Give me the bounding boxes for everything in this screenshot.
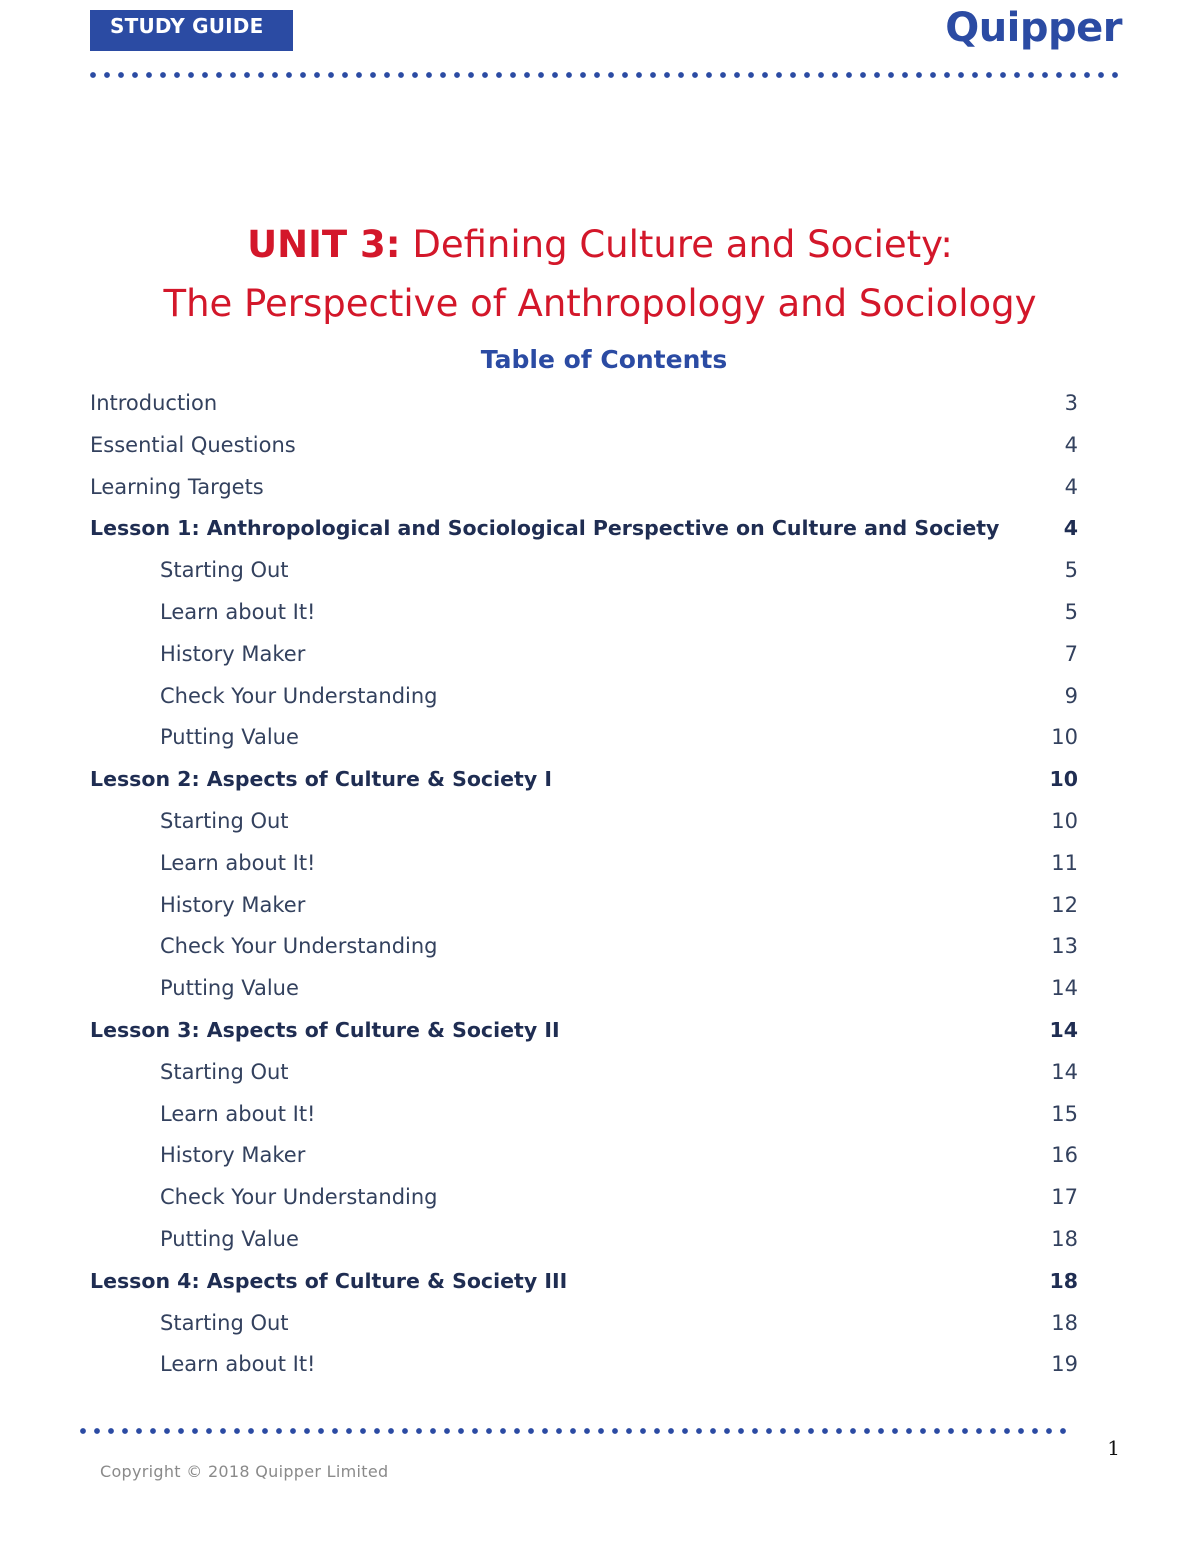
toc-entry-label: Learn about It! (160, 1352, 316, 1377)
toc-entry-page: 4 (1063, 516, 1078, 541)
toc-entry[interactable] (90, 1177, 1078, 1219)
toc-entry-page: 14 (1049, 1017, 1078, 1042)
toc-entry-page: 18 (1051, 1310, 1078, 1335)
toc-entry-label: Starting Out (160, 558, 289, 583)
page-number: 1 (1107, 1436, 1120, 1460)
toc-entry[interactable] (90, 885, 1078, 927)
toc-entry-page: 10 (1051, 808, 1078, 833)
toc-entry-label: Lesson 3: Aspects of Culture & Society II (90, 1017, 560, 1042)
unit-number: UNIT 3: (247, 223, 401, 266)
toc-entry-label: Lesson 2: Aspects of Culture & Society I (90, 767, 552, 792)
unit-title-line-2: The Perspective of Anthropology and Sociology (163, 282, 1037, 325)
toc-entry-label: Starting Out (160, 808, 289, 833)
toc-entry-label: Putting Value (160, 725, 299, 750)
toc-entry[interactable] (90, 425, 1078, 467)
toc-entry[interactable] (90, 550, 1078, 592)
toc-entry-page: 13 (1051, 934, 1078, 959)
toc-entry-label: Lesson 1: Anthropological and Sociological Perspective on Culture and Society (90, 516, 1000, 541)
study-guide-badge: STUDY GUIDE (90, 10, 293, 51)
toc-entry-page: 7 (1064, 641, 1078, 666)
toc-entry-page: 4 (1064, 432, 1078, 457)
toc-entry-page: 5 (1064, 558, 1078, 583)
toc-entry-page: 11 (1051, 850, 1078, 875)
toc-entry[interactable] (90, 467, 1078, 509)
toc-heading: Table of Contents (480, 345, 728, 374)
toc-lesson-entry[interactable] (90, 1010, 1078, 1052)
toc-entry-label: History Maker (160, 1143, 306, 1168)
toc-entry-page: 9 (1064, 683, 1078, 708)
toc-entry-label: Starting Out (160, 1310, 289, 1335)
toc-entry[interactable] (90, 843, 1078, 885)
toc-entry-label: History Maker (160, 892, 306, 917)
toc-entry-page: 10 (1051, 725, 1078, 750)
toc-entry-page: 3 (1064, 391, 1078, 415)
toc-entry-label: Essential Questions (90, 432, 296, 457)
toc-entry-label: Starting Out (160, 1059, 289, 1084)
toc-entry-page: 19 (1051, 1352, 1078, 1377)
toc-entry-label: Learning Targets (90, 474, 264, 499)
toc-entry-label: Check Your Understanding (160, 1185, 438, 1210)
header-dotted-divider (90, 72, 1124, 78)
toc-entry-label: Putting Value (160, 976, 299, 1001)
toc-entry-page: 4 (1064, 474, 1078, 499)
toc-entry[interactable] (90, 383, 1078, 425)
toc-entry[interactable] (90, 592, 1078, 634)
footer-dotted-divider (80, 1428, 1070, 1434)
toc-entry[interactable] (90, 676, 1078, 718)
toc-entry-page: 18 (1051, 1226, 1078, 1251)
toc-entry[interactable] (90, 1303, 1078, 1345)
toc-entry-page: 14 (1051, 976, 1078, 1001)
toc-entry-page: 18 (1049, 1268, 1078, 1293)
toc-lesson-entry[interactable] (90, 759, 1078, 801)
toc-entry-label: Check Your Understanding (160, 934, 438, 959)
toc-entry-label: Learn about It! (160, 850, 316, 875)
toc-entry[interactable] (90, 717, 1078, 759)
unit-title-text: Defining Culture and Society: (400, 223, 953, 266)
toc-entry[interactable] (90, 1219, 1078, 1261)
toc-entry[interactable] (90, 1344, 1078, 1386)
toc-entry-page: 10 (1049, 767, 1078, 792)
toc-lesson-entry[interactable] (90, 1261, 1078, 1303)
quipper-logo: Quipper (945, 5, 1122, 51)
copyright-notice: Copyright © 2018 Quipper Limited (100, 1462, 389, 1481)
toc-entry[interactable] (90, 1052, 1078, 1094)
toc-entry-page: 5 (1064, 599, 1078, 624)
unit-title-line-1 (0, 220, 1200, 270)
toc-entry-label: Learn about It! (160, 1101, 316, 1126)
toc-entry[interactable] (90, 968, 1078, 1010)
toc-entry-page: 16 (1051, 1143, 1078, 1168)
toc-entry-label: Introduction (90, 391, 218, 415)
toc-entry-page: 12 (1051, 892, 1078, 917)
toc-entry-label: Lesson 4: Aspects of Culture & Society III (90, 1268, 568, 1293)
toc-entry-page: 15 (1051, 1101, 1078, 1126)
toc-lesson-entry[interactable] (90, 508, 1078, 550)
toc-entry[interactable] (90, 1094, 1078, 1136)
toc-entry[interactable] (90, 801, 1078, 843)
toc-entry[interactable] (90, 634, 1078, 676)
toc-entry-label: Putting Value (160, 1226, 299, 1251)
toc-entry-page: 17 (1051, 1185, 1078, 1210)
toc-entry-page: 14 (1051, 1059, 1078, 1084)
toc-entry[interactable] (90, 1135, 1078, 1177)
toc-entry[interactable] (90, 926, 1078, 968)
toc-entry-label: Learn about It! (160, 599, 316, 624)
table-of-contents (90, 383, 1078, 1386)
toc-entry-label: Check Your Understanding (160, 683, 438, 708)
toc-entry-label: History Maker (160, 641, 306, 666)
